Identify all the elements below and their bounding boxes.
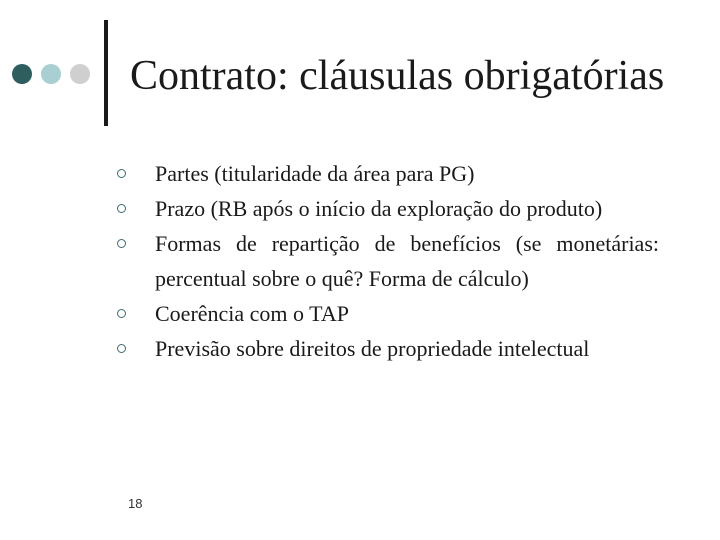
bullet-item [155,156,659,191]
slide-title: Contrato: cláusulas obrigatórias [130,53,665,99]
light-teal-dot-icon [41,64,61,84]
dark-teal-dot-icon [12,64,32,84]
bullet-text: Prazo (RB após o início da exploração do produto) [155,196,603,221]
bullet-text: Formas de repartição de benefícios (se monetárias: percentual sobre o quê? Forma de cálculo) [155,231,659,291]
bullet-text: Partes (titularidade da área para PG) [155,161,475,186]
page-number: 18 [128,496,143,511]
bullet-item [155,226,659,296]
hollow-circle-bullet-icon [117,169,126,178]
hollow-circle-bullet-icon [117,204,126,213]
bullet-text: Previsão sobre direitos de propriedade intelectual [155,336,590,361]
hollow-circle-bullet-icon [117,239,126,248]
bullet-item [155,296,659,331]
hollow-circle-bullet-icon [117,309,126,318]
hollow-circle-bullet-icon [117,344,126,353]
title-decoration-dots [12,64,90,84]
bullet-text: Coerência com o TAP [155,301,349,326]
bullet-list [155,156,659,366]
grey-dot-icon [70,64,90,84]
title-divider-line [104,20,108,126]
bullet-item [155,331,659,366]
bullet-item [155,191,659,226]
